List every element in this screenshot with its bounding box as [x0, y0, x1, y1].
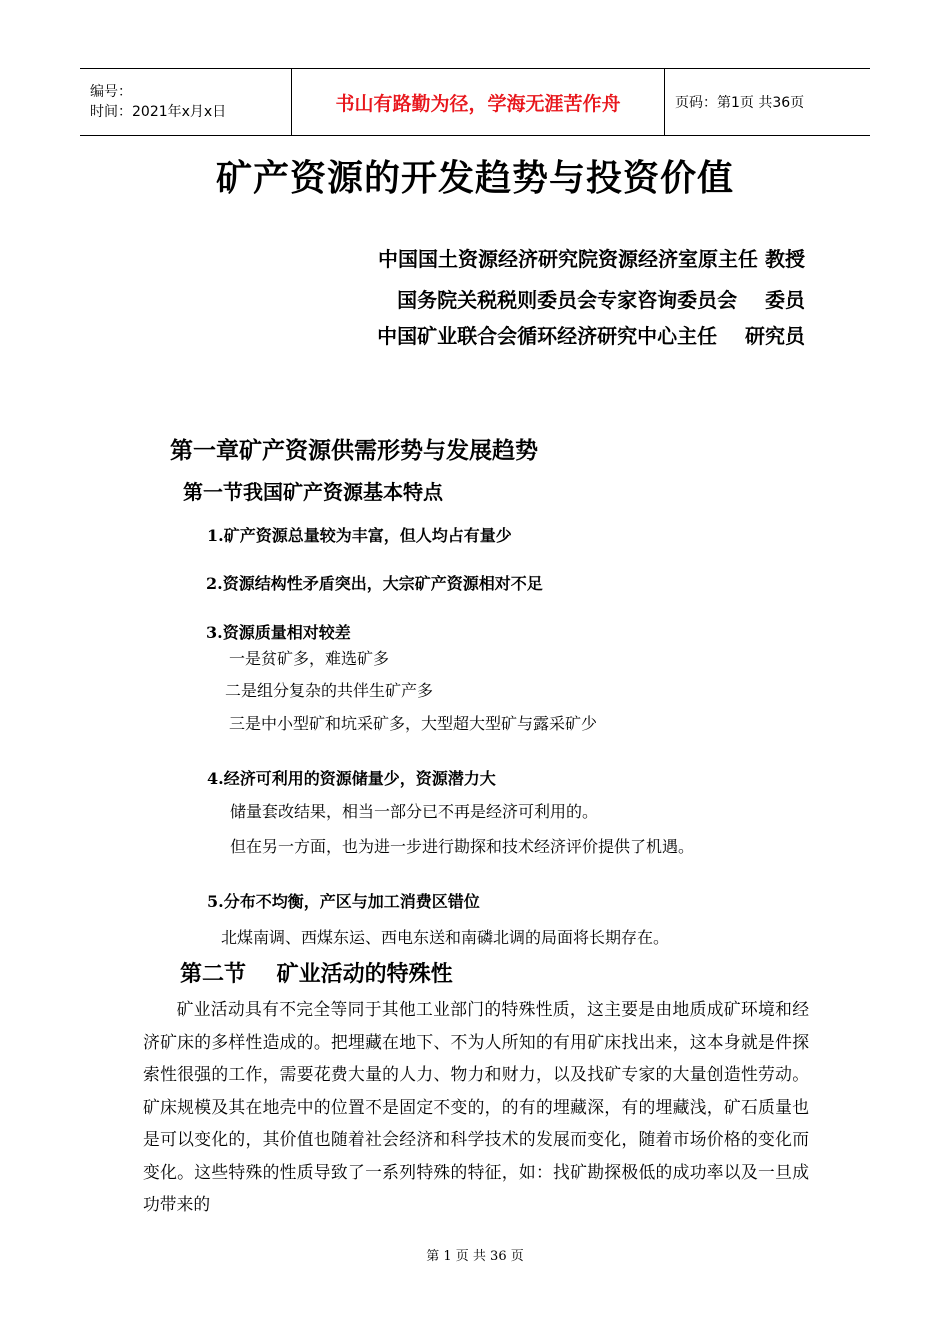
section-heading-2: 第二节 矿业活动的特殊性 [180, 961, 453, 987]
section-heading-1: 第一节我国矿产资源基本特点 [183, 480, 443, 504]
point-2: 2.资源结构性矛盾突出，大宗矿产资源相对不足 [206, 574, 543, 593]
header-motto: 书山有路勤为径，学海无涯苦作舟 [292, 69, 665, 136]
author-line-3: 中国矿业联合会循环经济研究中心主任 研究员 [377, 324, 805, 348]
point-5-sub: 北煤南调、西煤东运、西电东送和南磷北调的局面将长期存在。 [221, 928, 670, 947]
point-3-sub-3: 三是中小型矿和坑采矿多，大型超大型矿与露采矿少 [229, 714, 598, 733]
point-4-sub-1: 储量套改结果，相当一部分已不再是经济可利用的。 [230, 802, 599, 821]
point-1: 1.矿产资源总量较为丰富，但人均占有量少 [207, 526, 512, 545]
author-line-1: 中国国土资源经济研究院资源经济室原主任 教授 [378, 247, 805, 271]
document-header [80, 68, 870, 136]
page-footer: 第 1 页 共 36 页 [426, 1249, 524, 1264]
point-3: 3.资源质量相对较差 [206, 623, 351, 642]
header-page-code: 页码：第1页 共36页 [665, 69, 871, 136]
document-date: 时间：2021年x月x日 [90, 104, 227, 120]
point-3-sub-1: 一是贫矿多，难选矿多 [229, 649, 390, 668]
point-4-sub-2: 但在另一方面，也为进一步进行勘探和技术经济评价提供了机遇。 [230, 837, 695, 856]
header-meta [80, 69, 292, 136]
point-4: 4.经济可利用的资源储量少，资源潜力大 [207, 769, 496, 788]
point-5: 5.分布不均衡，产区与加工消费区错位 [207, 892, 480, 911]
document-title: 矿产资源的开发趋势与投资价值 [215, 157, 734, 199]
document-number-label: 编号： [90, 84, 132, 100]
author-line-2: 国务院关税税则委员会专家咨询委员会 委员 [397, 288, 805, 312]
point-3-sub-2: 二是组分复杂的共伴生矿产多 [225, 681, 434, 700]
chapter-heading: 第一章矿产资源供需形势与发展趋势 [170, 437, 538, 464]
body-paragraph: 矿业活动具有不完全等同于其他工业部门的特殊性质，这主要是由地质成矿环境和经济矿床的多样性造成的。把埋藏在地下、不为人所知的有用矿床找出来，这本身就是件探索性很强的工作，需要花费大量的人力、物力和财力，以及找矿专家的大量创造性劳动。矿床规模及其在地壳中的位置不是固定不变的，的有的埋藏深，有的埋藏浅，矿石质量也是可以变化的，其价值也随着社会经济和科学技术的发展而变化，随着市场价格的变化而变化。这些特殊的性质导致了一系列特殊的特征，如：找矿勘探极低的成功率以及一旦成功带来的 [143, 999, 809, 1214]
